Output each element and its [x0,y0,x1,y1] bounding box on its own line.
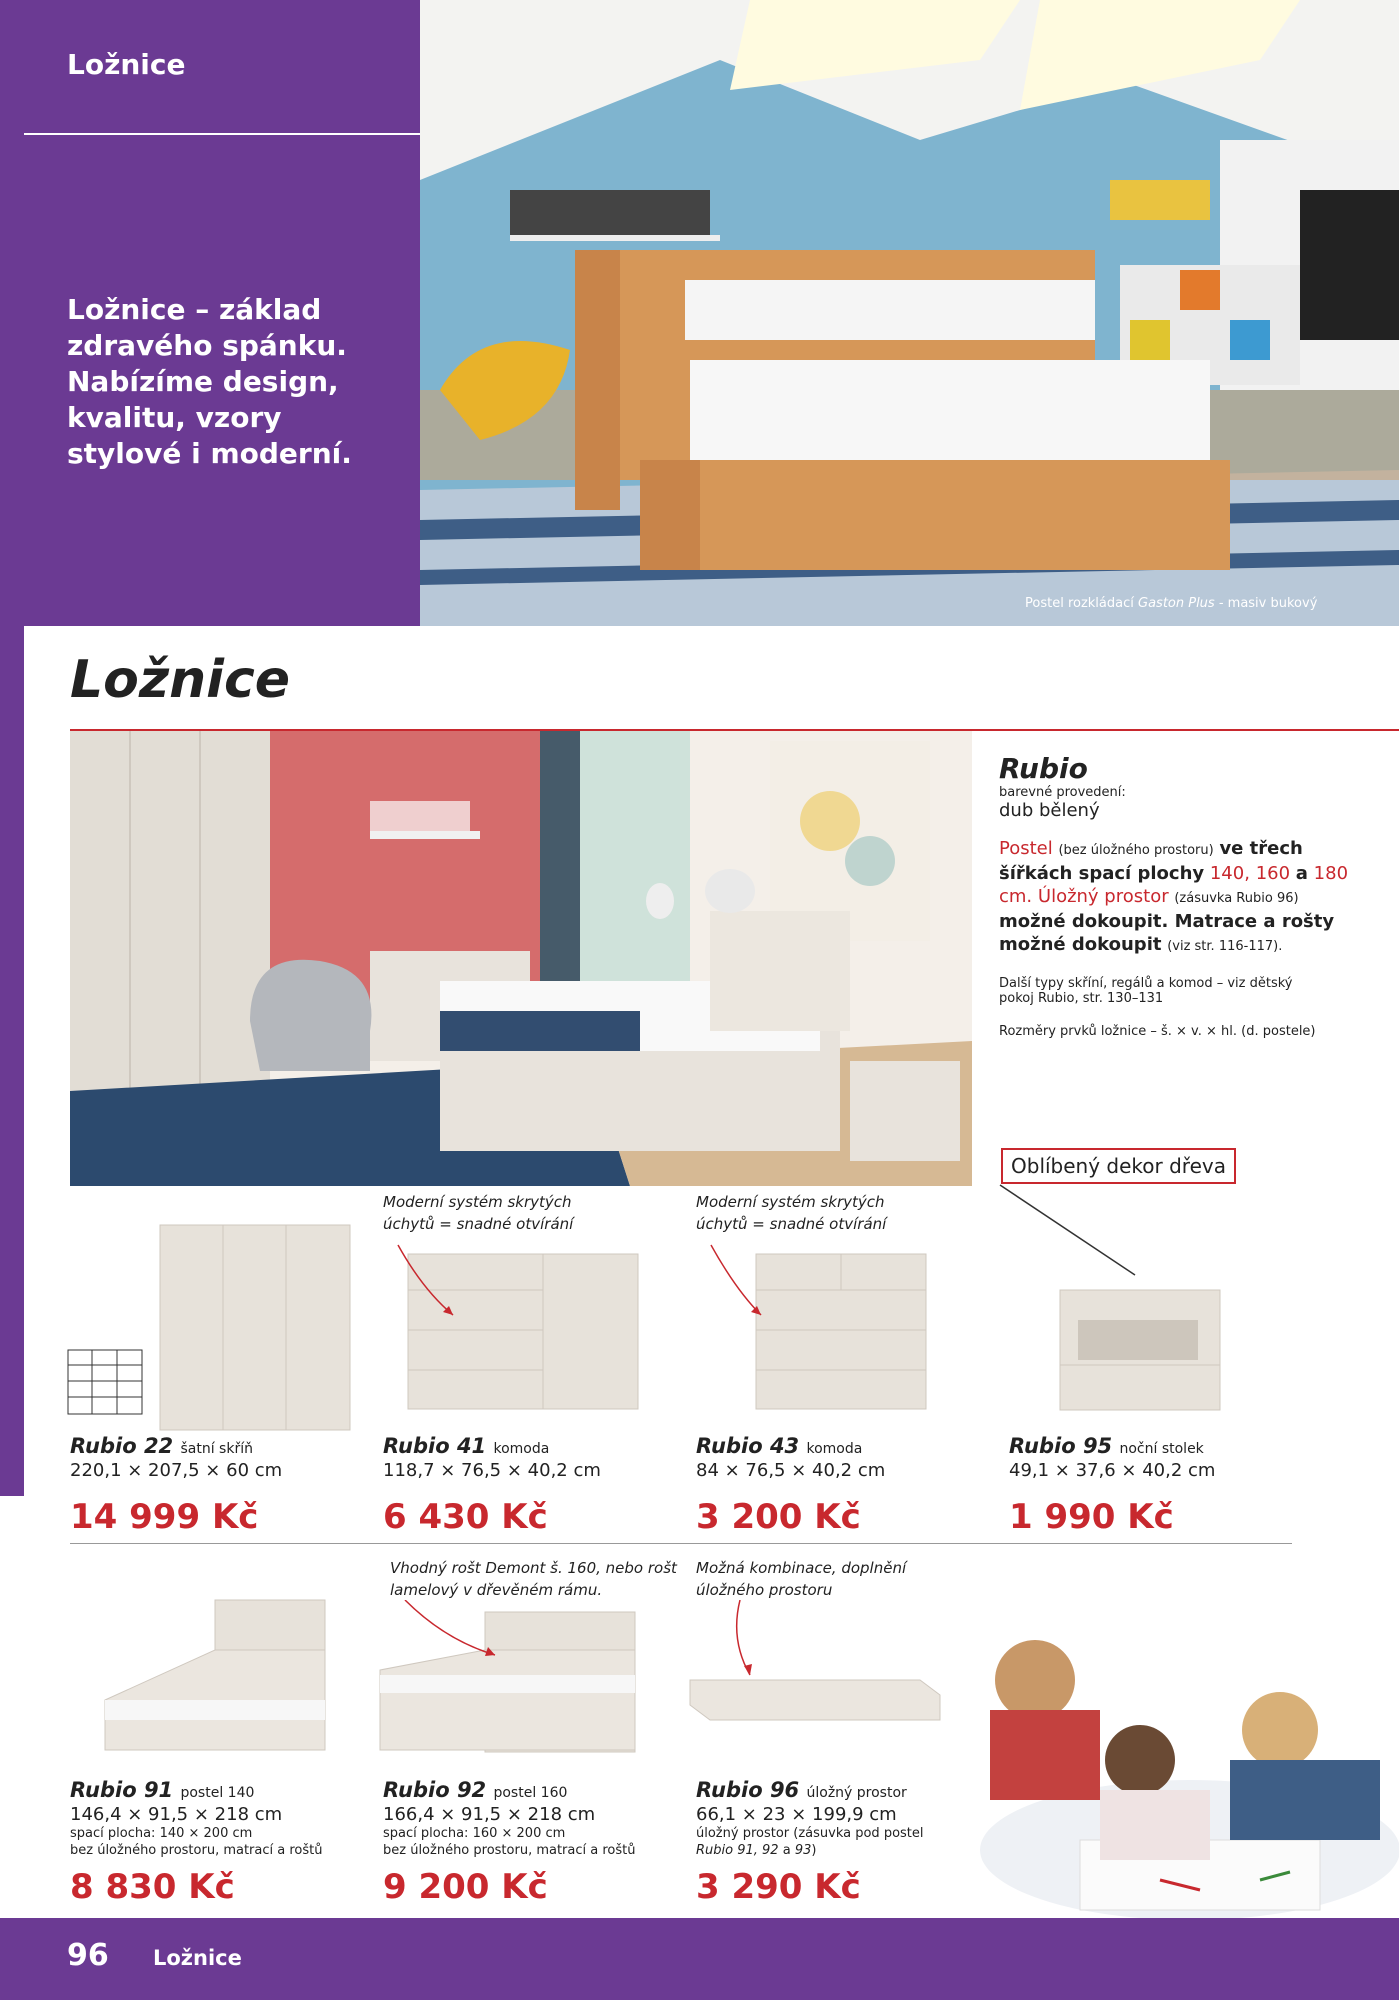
product-dimensions: 146,4 × 91,5 × 218 cm [70,1804,283,1825]
product-dimensions: 166,4 × 91,5 × 218 cm [383,1804,596,1825]
room-photo [70,731,972,1186]
storage-word: Úložný prostor [1037,886,1169,907]
bed-description [999,837,1359,958]
feature-note: Moderní systém skrytých úchytů = snadné otvírání [696,1193,887,1233]
sleep-area: spací plocha: 140 × 200 cm [70,1826,253,1841]
product-price: 8 830 Kč [70,1867,235,1907]
excluded-items: bez úložného prostoru, matrací a roštů [383,1843,636,1858]
hero-caption [1025,596,1317,611]
width-separator: , [1244,863,1250,884]
bed-word: Postel [999,838,1053,859]
hero-photo [420,0,1399,626]
product-type: šatní skříň [180,1441,253,1457]
width-140: 140 [1209,863,1245,884]
product-price: 3 290 Kč [696,1867,861,1907]
product-rubio-95 [1009,1434,1215,1537]
feature-note: Vhodný rošt Demont š. 160, nebo rošt lamelový v dřevěném rámu. [390,1559,677,1599]
product-price: 6 430 Kč [383,1497,548,1537]
product-name [70,1434,282,1458]
dresser-41-image [383,1240,663,1420]
excluded-items: bez úložného prostoru, matrací a roštů [70,1843,323,1858]
storage-description: úložný prostor (zásuvka pod postel [696,1826,924,1841]
product-name [383,1778,635,1802]
product-rubio-22 [70,1434,282,1537]
product-dimensions: 49,1 × 37,6 × 40,2 cm [1009,1460,1216,1481]
section-divider [24,133,420,135]
product-rubio-41 [383,1434,601,1537]
feature-note: Možná kombinace, doplnění úložného prostoru [696,1559,907,1599]
hero-illustration [420,0,1399,626]
page-title: Ložnice [70,650,291,710]
product-name [1009,1434,1215,1458]
width-160: 160 [1255,863,1291,884]
product-name [70,1778,322,1802]
product-rubio-43 [696,1434,885,1537]
product-code: Rubio 41 [383,1434,487,1458]
product-price: 1 990 Kč [1009,1497,1174,1537]
product-type: komoda [493,1441,550,1457]
product-name [696,1778,924,1802]
room-illustration [70,731,972,1186]
bed-text: ve třech šířkách spací plochy [999,838,1303,884]
compatible-models: Rubio 91, 92 [696,1843,779,1858]
compatible-close: ) [811,1843,817,1858]
product-code: Rubio 22 [70,1434,174,1458]
product-rubio-92 [383,1778,635,1907]
wardrobe-image [60,1215,360,1435]
product-code: Rubio 95 [1009,1434,1113,1458]
product-type: komoda [806,1441,863,1457]
product-info [999,752,1359,1039]
product-name [383,1434,601,1458]
storage-note: (zásuvka Rubio 96) [1174,891,1299,906]
footer-section-label: Ložnice [153,1946,242,1970]
product-rubio-96 [696,1778,924,1907]
side-strip [0,626,24,1496]
hero-caption-prefix: Postel rozkládací [1025,596,1138,611]
product-dimensions: 84 × 76,5 × 40,2 cm [696,1460,886,1481]
color-value: dub bělený [999,800,1100,821]
hero-caption-suffix: - masiv bukový [1214,596,1318,611]
storage-compatibility [696,1842,924,1859]
product-price: 3 200 Kč [696,1497,861,1537]
bed-92-image [375,1600,645,1765]
row-divider [70,1543,1292,1544]
other-items-note: Další typy skříní, regálů a komod – viz dětský pokoj Rubio, str. 130–131 [999,976,1293,1006]
width-180: 180 cm. [999,863,1349,907]
storage-ref: (viz str. 116-117). [1167,939,1283,954]
compatible-model-93: 93 [794,1843,812,1858]
color-label: barevné provedení: [999,785,1126,800]
dresser-43-image [696,1240,956,1420]
product-rubio-91 [70,1778,322,1907]
product-name [696,1434,885,1458]
product-type: noční stolek [1119,1441,1204,1457]
storage-text: možné dokoupit. Matrace a rošty možné dokoupit [999,911,1335,955]
product-code: Rubio 96 [696,1778,800,1802]
bed-91-image [85,1590,345,1765]
compatible-and: a [778,1843,795,1858]
feature-note: Moderní systém skrytých úchytů = snadné otvírání [383,1193,574,1233]
bed-note: (bez úložného prostoru) [1058,843,1214,858]
intro-text: Ložnice – základ zdravého spánku. Nabízíme design, kvalitu, vzory stylové i moderní. [67,293,352,470]
badge-pointer [995,1180,1145,1280]
sleep-area: spací plocha: 160 × 200 cm [383,1826,566,1841]
collection-name: Rubio [999,752,1088,785]
product-type: postel 140 [180,1785,255,1801]
product-dimensions: 118,7 × 76,5 × 40,2 cm [383,1460,601,1481]
product-type: úložný prostor [806,1785,907,1801]
bed-and: a [1295,863,1308,884]
page-number: 96 [67,1938,109,1973]
storage-drawer-image [680,1600,950,1730]
product-price: 14 999 Kč [70,1497,259,1537]
kids-photo [960,1610,1399,1918]
product-code: Rubio 92 [383,1778,487,1802]
section-tag: Ložnice [67,48,186,81]
nightstand-image [1040,1270,1230,1420]
product-dimensions: 66,1 × 23 × 199,9 cm [696,1804,897,1825]
product-code: Rubio 43 [696,1434,800,1458]
product-dimensions: 220,1 × 207,5 × 60 cm [70,1460,283,1481]
product-type: postel 160 [493,1785,568,1801]
dimensions-note: Rozměry prvků ložnice – š. × v. × hl. (d. postele) [999,1024,1316,1039]
hero-caption-product: Gaston Plus [1138,596,1215,611]
favorite-decor-badge: Oblíbený dekor dřeva [1001,1148,1236,1184]
product-code: Rubio 91 [70,1778,174,1802]
product-price: 9 200 Kč [383,1867,548,1907]
